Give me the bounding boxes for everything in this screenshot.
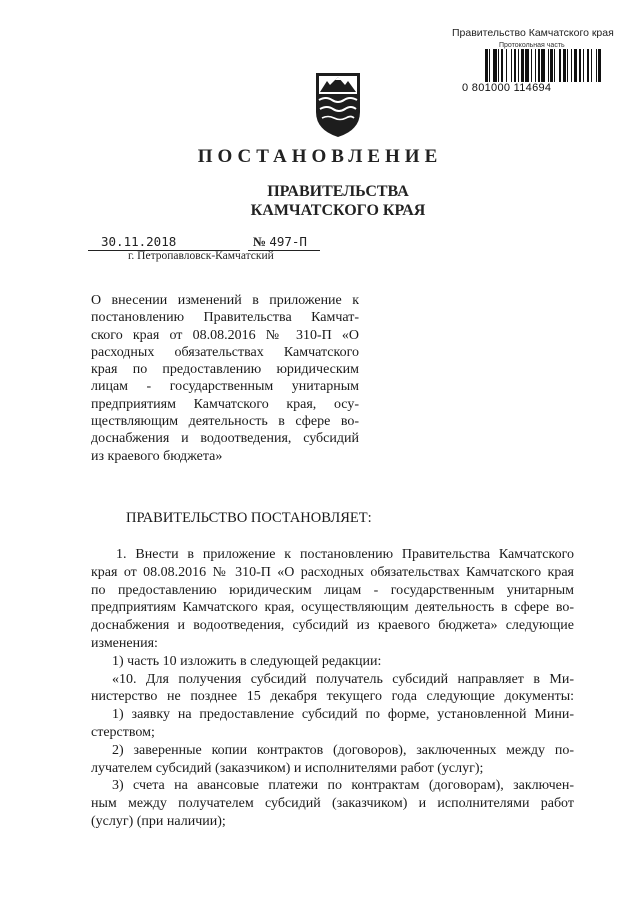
body-line: 1) часть 10 изложить в следующей редакции: [112,653,382,669]
subject-line: ского края от 08.08.2016 № 310-П «О [91,327,359,343]
body-line: края от 08.08.2016 № 310-П «О расходных обязательствах Камчатского края [91,564,574,580]
barcode-bar [601,49,602,82]
number-value: 497-П [269,234,307,249]
number-sign: № [253,234,267,249]
document-body [91,546,574,831]
subject-line: доснабжения и водоотведения, субсидий [91,431,359,447]
government-line-1: ПРАВИТЕЛЬСТВА [267,183,409,200]
subject-line: края по предоставлению юридическим [91,362,359,378]
resolution-heading: ПРАВИТЕЛЬСТВО ПОСТАНОВЛЯЕТ: [126,510,372,526]
body-line: изменения: [91,635,158,651]
body-line: 3) счета на авансовые платежи по контрактам (договорам), заключен- [112,778,574,794]
barcode [485,49,603,82]
body-line: нистерство не позднее 15 декабря текущего года следующие документы: [91,689,574,705]
body-line: 2) заверенные копии контрактов (договоров), заключенных между по- [112,742,574,758]
body-line: стерством; [91,724,155,740]
body-line: (услуг) (при наличии); [91,813,226,829]
registration-stamp-subtitle: Протокольная часть [499,42,565,49]
registration-stamp-title: Правительство Камчатского края [452,27,614,39]
subject-line: из краевого бюджета» [91,448,223,464]
subject-line: расходных обязательствах Камчатского [91,344,359,360]
subject-line: постановлению Правительства Камчат- [91,310,359,326]
body-line: по предоставлению юридическим лицам - государственным унитарным [91,582,574,598]
document-date: 30.11.2018 [101,234,177,249]
body-line: «10. Для получения субсидий получатель субсидий направляет в Ми- [112,671,574,687]
document-number [253,234,307,250]
city: г. Петропавловск-Камчатский [128,250,274,262]
subject-line: лицам - государственным унитарным [91,379,359,395]
document-subject [91,292,359,465]
government-line-2: КАМЧАТСКОГО КРАЯ [250,202,426,219]
body-line: доснабжения и водоотведения, субсидий из краевого бюджета» следующие [91,618,574,634]
body-line: 1) заявку на предоставление субсидий по форме, установленной Мини- [112,707,574,723]
body-line: 1. Внести в приложение к постановлению Правительства Камчатского [116,547,574,562]
body-line: ным между получателем субсидий (заказчиком) и исполнителями работ [91,796,574,812]
subject-line: предприятиям Камчатского края, осу- [91,396,359,412]
barcode-number: 0 801000 114694 [462,82,552,94]
coat-of-arms-icon [315,72,361,138]
subject-line: О внесении изменений в приложение к [91,293,359,308]
subject-line: ществляющим деятельность в сфере во- [91,414,359,430]
body-line: лучателем субсидий (заказчиком) и исполнителями работ (услуг); [91,760,484,776]
document-title: ПОСТАНОВЛЕНИЕ [197,146,443,167]
body-line: предприятиям Камчатского края, осуществляющим деятельность в сфере во- [91,600,574,616]
